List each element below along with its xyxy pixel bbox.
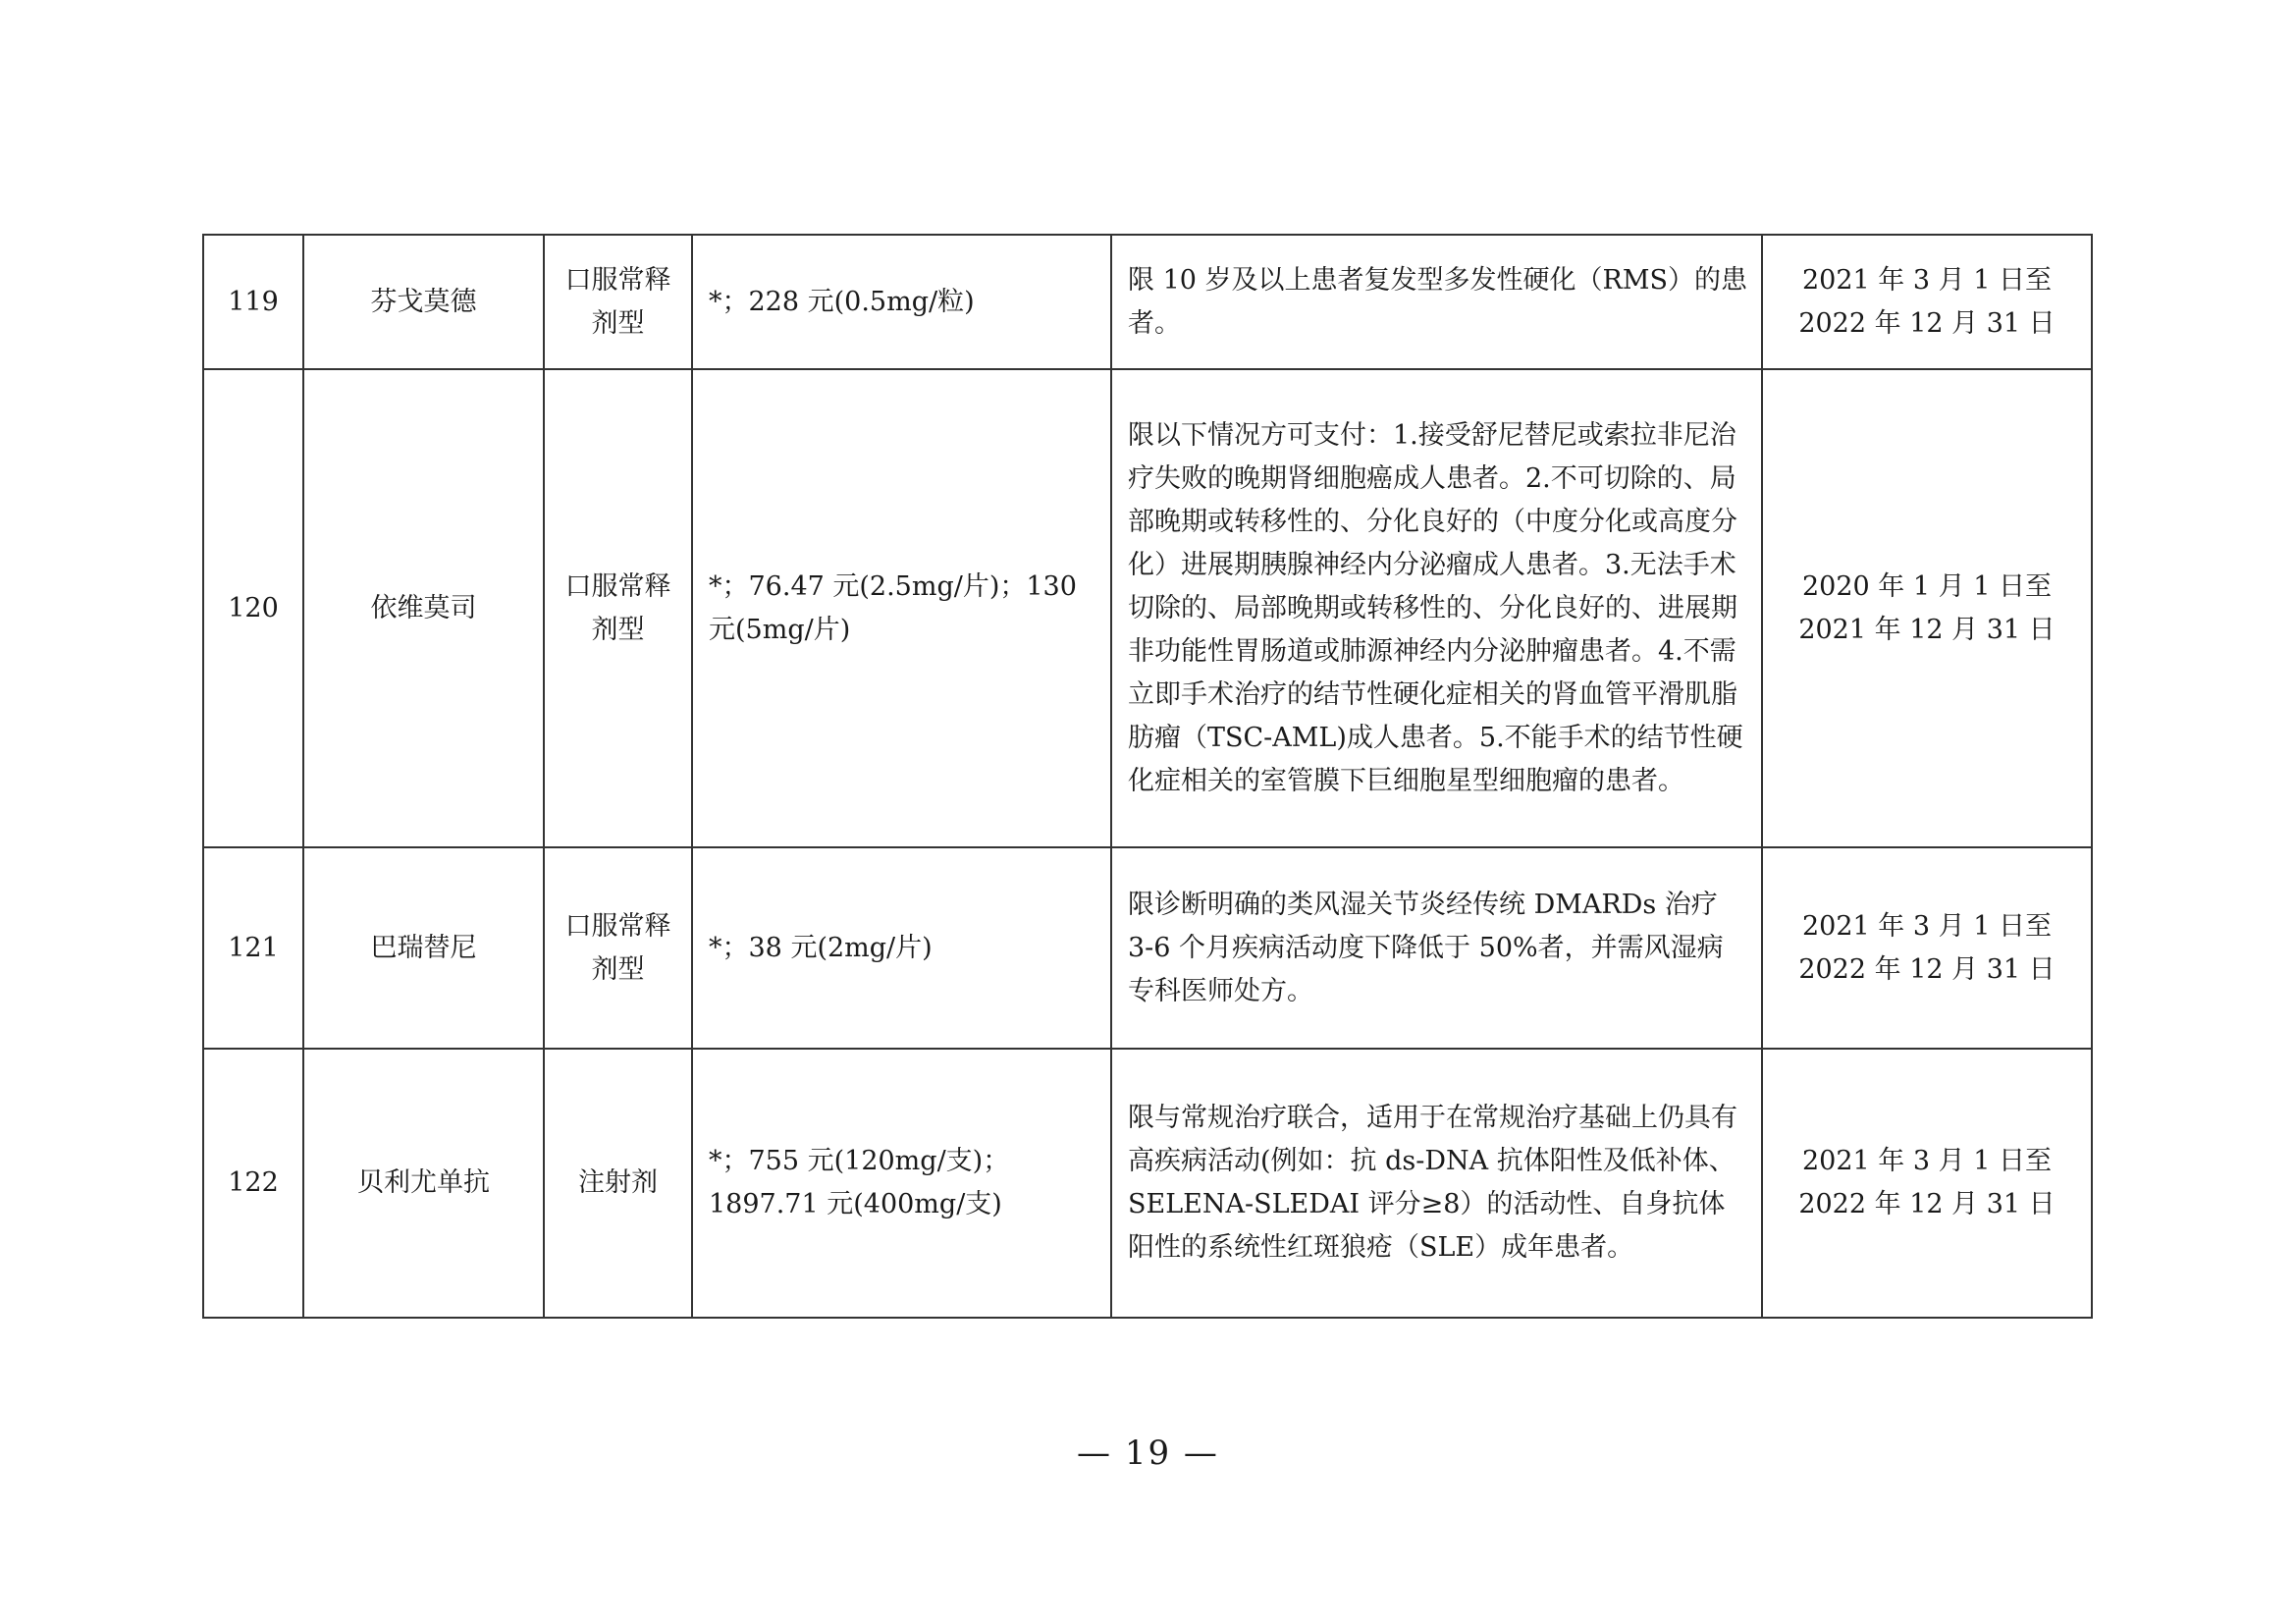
payment-standard: *；38 元(2mg/片): [692, 847, 1111, 1049]
payment-conditions: 限以下情况方可支付：1.接受舒尼替尼或索拉非尼治疗失败的晚期肾细胞癌成人患者。2.不可切除的、局部晚期或转移性的、分化良好的（中度分化或高度分化）进展期胰腺神经内分泌瘤成人患者。3.无法手术切除的、局部晚期或转移性的、分化良好的、进展期非功能性胃肠道或肺源神经内分泌肿瘤患者。4.不需立即手术治疗的结节性硬化症相关的肾血管平滑肌脂肪瘤（TSC-AML)成人患者。5.不能手术的结节性硬化症相关的室管膜下巨细胞星型细胞瘤的患者。: [1111, 369, 1762, 847]
row-number: 119: [203, 235, 303, 369]
payment-conditions: 限 10 岁及以上患者复发型多发性硬化（RMS）的患者。: [1111, 235, 1762, 369]
drug-name: 依维莫司: [303, 369, 544, 847]
row-number: 120: [203, 369, 303, 847]
agreement-period: 2020 年 1 月 1 日至 2021 年 12 月 31 日: [1762, 369, 2092, 847]
table-row: [203, 1049, 2092, 1318]
dosage-form: 口服常释剂型: [544, 235, 692, 369]
agreement-period: 2021 年 3 月 1 日至 2022 年 12 月 31 日: [1762, 1049, 2092, 1318]
dosage-form: 口服常释剂型: [544, 369, 692, 847]
dosage-form: 口服常释剂型: [544, 847, 692, 1049]
dosage-form: 注射剂: [544, 1049, 692, 1318]
payment-standard: *；228 元(0.5mg/粒): [692, 235, 1111, 369]
row-number: 122: [203, 1049, 303, 1318]
row-number: 121: [203, 847, 303, 1049]
agreement-period: 2021 年 3 月 1 日至 2022 年 12 月 31 日: [1762, 235, 2092, 369]
payment-conditions: 限与常规治疗联合，适用于在常规治疗基础上仍具有高疾病活动(例如：抗 ds-DNA 抗体阳性及低补体、SELENA-SLEDAI 评分≥8）的活动性、自身抗体阳性的系统性红斑狼疮（SLE）成年患者。: [1111, 1049, 1762, 1318]
payment-standard: *；755 元(120mg/支)；1897.71 元(400mg/支): [692, 1049, 1111, 1318]
payment-conditions: 限诊断明确的类风湿关节炎经传统 DMARDs 治疗 3-6 个月疾病活动度下降低于 50%者，并需风湿病专科医师处方。: [1111, 847, 1762, 1049]
table-row: [203, 369, 2092, 847]
agreement-period: 2021 年 3 月 1 日至 2022 年 12 月 31 日: [1762, 847, 2092, 1049]
page-number: — 19 —: [1077, 1434, 1219, 1473]
drug-name: 芬戈莫德: [303, 235, 544, 369]
drug-name: 贝利尤单抗: [303, 1049, 544, 1318]
table-row: [203, 235, 2092, 369]
table-row: [203, 847, 2092, 1049]
drug-table: [202, 234, 2093, 1319]
drug-name: 巴瑞替尼: [303, 847, 544, 1049]
payment-standard: *；76.47 元(2.5mg/片)；130 元(5mg/片): [692, 369, 1111, 847]
